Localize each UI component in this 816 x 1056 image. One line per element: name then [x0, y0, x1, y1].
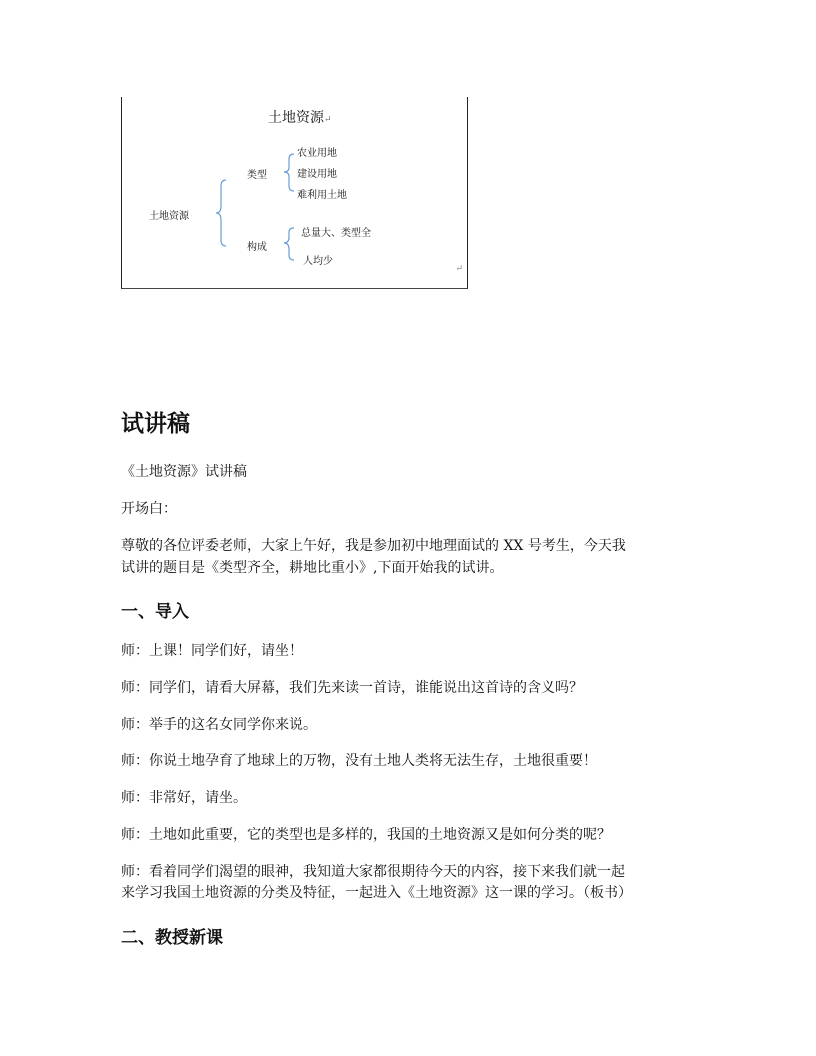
- diagram-leaf-construction: 建设用地: [297, 169, 337, 180]
- dialogue-line: 师：非常好，请坐。: [121, 790, 247, 806]
- land-resources-diagram: [121, 97, 468, 289]
- diagram-leaf-per-capita: 人均少: [303, 256, 333, 267]
- intro-line-1: 尊敬的各位评委老师，大家上午好，我是参加初中地理面试的 XX 号考生，今天我: [121, 538, 626, 554]
- diagram-leaf-farmland: 农业用地: [297, 148, 337, 159]
- document-subtitle: 《土地资源》试讲稿: [121, 464, 247, 480]
- diagram-root: 土地资源: [149, 211, 189, 222]
- section-heading-new-lesson: 二、教授新课: [121, 928, 223, 948]
- dialogue-line: 师：你说土地孕育了地球上的万物，没有土地人类将无法生存，土地很重要！: [121, 753, 597, 769]
- dialogue-line: 师：举手的这名女同学你来说。: [121, 717, 317, 733]
- dialogue-line: 师：上课！同学们好，请坐！: [121, 643, 303, 659]
- dialogue-line: 师：看着同学们渴望的眼神，我知道大家都很期待今天的内容，接下来我们就一起: [121, 864, 625, 880]
- section-heading-intro: 一、导入: [121, 602, 189, 622]
- paragraph-mark: ↵: [455, 264, 463, 274]
- dialogue-line: 师：同学们，请看大屏幕，我们先来读一首诗，谁能说出这首诗的含义吗？: [121, 680, 583, 696]
- opening-label: 开场白：: [121, 501, 177, 517]
- diagram-leaf-unused: 难利用土地: [297, 190, 347, 201]
- diagram-branch-type: 类型: [247, 170, 267, 181]
- dialogue-line: 来学习我国土地资源的分类及特征，一起进入《土地资源》这一课的学习。（板书）: [121, 885, 632, 901]
- diagram-branch-composition: 构成: [247, 242, 267, 253]
- diagram-leaf-total: 总量大、类型全: [301, 228, 371, 239]
- dialogue-line: 师：土地如此重要，它的类型也是多样的，我国的土地资源又是如何分类的呢？: [121, 827, 611, 843]
- document-heading: 试讲稿: [121, 411, 190, 437]
- intro-line-2: 试讲的题目是《类型齐全，耕地比重小》,下面开始我的试讲。: [121, 560, 504, 576]
- diagram-title: 土地资源↵: [268, 110, 332, 126]
